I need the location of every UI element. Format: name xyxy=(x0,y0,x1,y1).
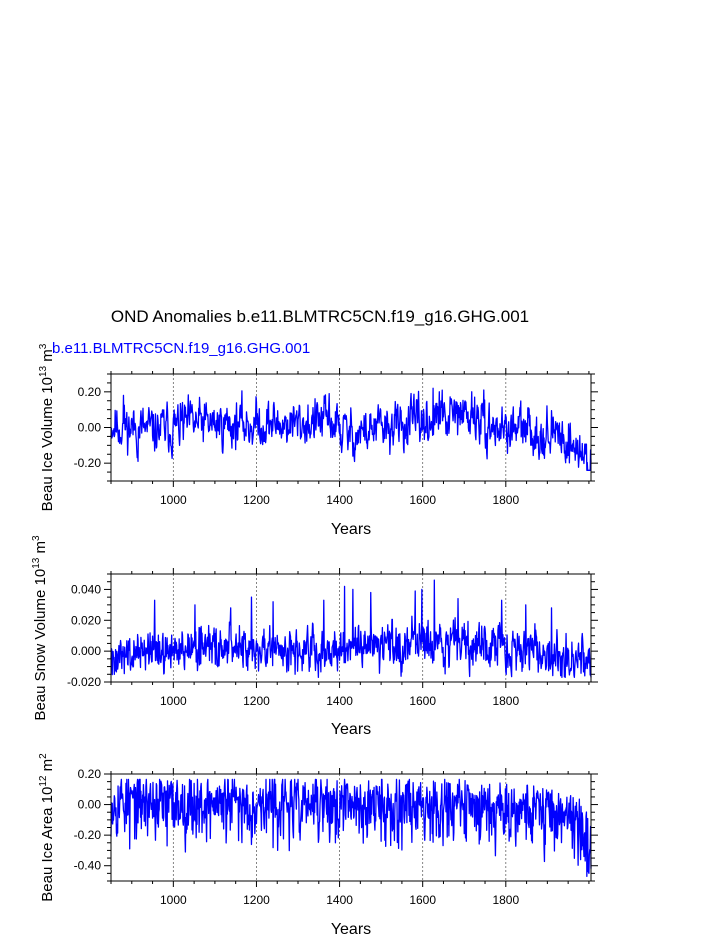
y-tick-label: 0.20 xyxy=(77,384,101,399)
y-axis-label xyxy=(38,753,56,902)
x-tick-label: 1800 xyxy=(492,694,520,708)
data-series-line xyxy=(111,388,591,470)
x-tick-label: 1800 xyxy=(492,493,520,507)
panel-2 xyxy=(31,535,598,738)
y-axis-label-superscript: 12 xyxy=(38,775,49,787)
x-tick-label: 1000 xyxy=(159,893,187,907)
y-tick-label: 0.020 xyxy=(70,613,101,628)
x-tick-label: 1000 xyxy=(159,493,187,507)
plot-frame xyxy=(111,574,591,682)
y-axis-label-text: m xyxy=(39,758,56,776)
y-axis-label-text: Beau Snow Volume 10 xyxy=(32,568,49,721)
y-tick-label: 0.00 xyxy=(77,420,101,435)
y-axis-label-superscript: 3 xyxy=(38,343,49,350)
y-axis-label-text: Beau Ice Volume 10 xyxy=(39,377,56,512)
y-axis-label xyxy=(31,535,49,721)
y-axis-label-superscript: 2 xyxy=(38,753,49,759)
panels-group xyxy=(31,343,598,935)
x-axis-label: Years xyxy=(330,521,372,538)
x-tick-label: 1600 xyxy=(409,493,437,507)
figure-title: OND Anomalies b.e11.BLMTRC5CN.f19_g16.GHG.001 xyxy=(110,307,530,326)
y-axis-label-text: Beau Ice Area 10 xyxy=(39,786,56,902)
series-legend-label: b.e11.BLMTRC5CN.f19_g16.GHG.001 xyxy=(52,340,311,357)
data-series-line xyxy=(111,580,591,677)
x-axis-label: Years xyxy=(330,721,372,738)
y-axis-label-superscript: 13 xyxy=(31,557,42,569)
y-tick-label: -0.40 xyxy=(73,858,101,873)
x-tick-label: 1000 xyxy=(159,694,187,708)
y-axis-label-superscript: 3 xyxy=(31,535,42,541)
y-axis-label-text: m xyxy=(39,349,56,366)
x-tick-label: 1600 xyxy=(409,893,437,907)
x-tick-label: 1200 xyxy=(243,493,270,507)
y-tick-label: 0.00 xyxy=(77,797,101,812)
x-tick-label: 1400 xyxy=(326,694,353,708)
x-tick-label: 1800 xyxy=(492,893,520,907)
panel-3 xyxy=(38,753,598,935)
y-tick-label: -0.20 xyxy=(73,456,101,471)
x-tick-label: 1600 xyxy=(409,694,437,708)
y-tick-label: -0.20 xyxy=(73,828,101,843)
data-series-line xyxy=(111,779,591,876)
y-axis-label-superscript: 13 xyxy=(38,365,49,378)
x-tick-label: 1200 xyxy=(243,893,270,907)
x-tick-label: 1200 xyxy=(243,694,270,708)
y-axis-label xyxy=(38,343,56,511)
y-tick-label: -0.020 xyxy=(66,675,101,689)
y-tick-label: 0.040 xyxy=(70,582,101,597)
panel-1 xyxy=(38,343,598,538)
y-tick-label: 0.000 xyxy=(70,644,101,659)
y-axis-label-text: m xyxy=(32,540,49,558)
y-tick-label: 0.20 xyxy=(77,767,101,781)
x-tick-label: 1400 xyxy=(326,893,353,907)
x-axis-label: Years xyxy=(330,921,372,935)
x-tick-label: 1400 xyxy=(326,493,353,507)
